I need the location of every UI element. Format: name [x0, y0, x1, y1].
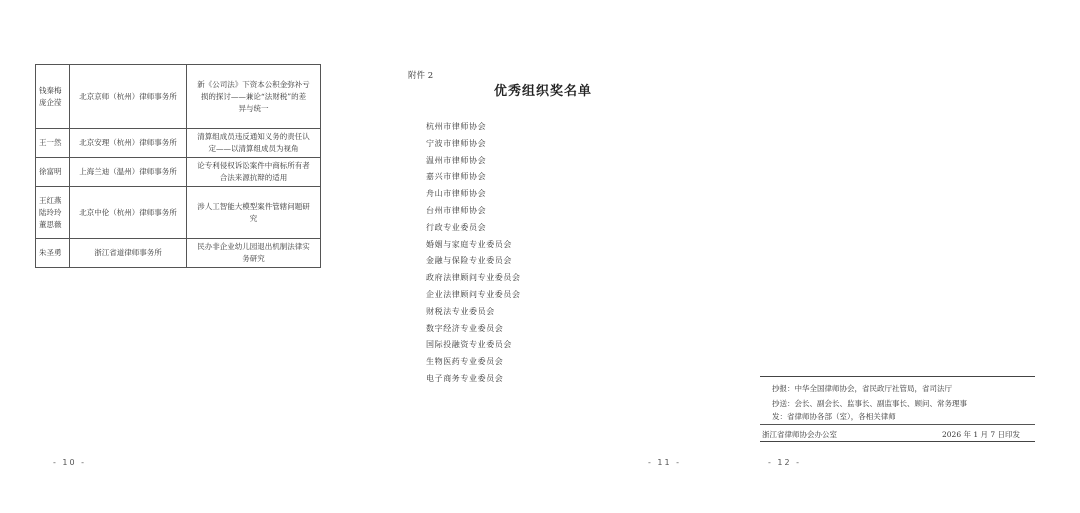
author-name: 朱圣勇	[39, 248, 62, 257]
paper-title-line: 涉人工智能大模型案件管辖问题研	[197, 201, 310, 211]
organization-item: 行政专业委员会	[426, 222, 487, 232]
author-cell	[36, 129, 70, 158]
page-title: 优秀组织奖名单	[494, 84, 593, 99]
author-name: 庞企滢	[39, 97, 62, 107]
organization-item: 杭州市律师协会	[426, 122, 487, 131]
author-cell	[36, 239, 70, 268]
organization-item: 台州市律师协会	[426, 205, 487, 215]
organization-item: 婚姻与家庭专业委员会	[426, 239, 512, 249]
table-row	[36, 187, 321, 239]
firm-cell: 上海兰迪（温州）律师事务所	[70, 158, 187, 187]
organization-item: 数字经济专业委员会	[426, 323, 504, 333]
organization-item: 金融与保险专业委员会	[426, 256, 512, 266]
paper-title-line: 究	[249, 213, 258, 223]
page-12	[720, 0, 1080, 513]
page-number: - 10 -	[53, 458, 87, 467]
paper-title-cell	[187, 65, 321, 129]
table-row	[36, 65, 321, 129]
organization-item: 国际投融资专业委员会	[426, 340, 512, 350]
paper-title-line: 务研究	[242, 254, 265, 263]
author-cell	[36, 187, 70, 239]
page-number: - 11 -	[648, 458, 682, 467]
paper-title-cell	[187, 187, 321, 239]
author-name: 徐富明	[39, 167, 62, 176]
table-row	[36, 239, 321, 268]
author-name: 王一然	[39, 138, 62, 147]
firm-cell: 北京中伦（杭州）律师事务所	[70, 187, 187, 239]
author-cell	[36, 158, 70, 187]
paper-title-line: 损的探讨——兼论“法财税”的差	[200, 91, 307, 101]
paper-title-line: 新《公司法》下资本公积金弥补亏	[197, 79, 310, 89]
issuer: 浙江省律师协会办公室	[762, 430, 837, 439]
paper-title-line: 论专利侵权诉讼案件中商标所有者	[197, 161, 310, 170]
paper-title-line: 民办非企业幼儿园退出机制法律实	[197, 242, 310, 251]
firm-cell: 浙江省道律师事务所	[70, 239, 187, 268]
organization-item: 生物医药专业委员会	[426, 357, 504, 367]
attachment-label: 附件 2	[408, 71, 434, 81]
firm-cell: 北京安理（杭州）律师事务所	[70, 129, 187, 158]
divider	[760, 376, 1035, 377]
page-10	[0, 0, 360, 513]
author-cell	[36, 65, 70, 129]
organization-item: 财税法专业委员会	[426, 306, 495, 316]
paper-title-line: 异与统一	[238, 103, 269, 113]
divider	[760, 424, 1035, 425]
author-name: 王红燕	[39, 195, 62, 205]
issue-date: 2026 年 1 月 7 日印发	[942, 430, 1021, 439]
firm-cell: 北京京师（杭州）律师事务所	[70, 65, 187, 129]
distribution-copy-line: 抄送：会长、副会长、监事长、副监事长、顾问、常务理事	[772, 399, 967, 408]
organization-item: 电子商务专业委员会	[426, 373, 504, 383]
organization-item: 企业法律顾问专业委员会	[426, 289, 521, 299]
author-name: 钱秦梅	[39, 85, 62, 95]
organization-item: 嘉兴市律师协会	[426, 172, 487, 182]
page-number: - 12 -	[768, 458, 802, 467]
author-name: 陆玲玲	[39, 207, 62, 217]
organization-item: 宁波市律师协会	[426, 138, 487, 148]
page-11	[360, 0, 720, 513]
paper-title-cell	[187, 129, 321, 158]
award-table	[35, 64, 321, 268]
organization-item: 政府法律顾问专业委员会	[426, 273, 521, 283]
author-name: 董思薇	[39, 219, 62, 229]
paper-title-line: 清算组成员违反通知义务的责任认	[197, 132, 310, 141]
paper-title-cell	[187, 158, 321, 187]
distribution-send-line: 发：省律师协各部（室），各相关律师	[772, 412, 896, 421]
divider	[760, 441, 1035, 442]
organization-item: 舟山市律师协会	[426, 189, 487, 199]
paper-title-line: 合法来源抗辩的适用	[219, 173, 288, 182]
distribution-report-line: 抄报：中华全国律师协会，省民政厅社管局，省司法厅	[772, 384, 952, 393]
organization-item: 温州市律师协会	[426, 155, 487, 165]
table-row	[36, 158, 321, 187]
paper-title-cell	[187, 239, 321, 268]
table-row	[36, 129, 321, 158]
organization-list	[426, 119, 521, 388]
paper-title-line: 定——以清算组成员为视角	[208, 144, 299, 153]
